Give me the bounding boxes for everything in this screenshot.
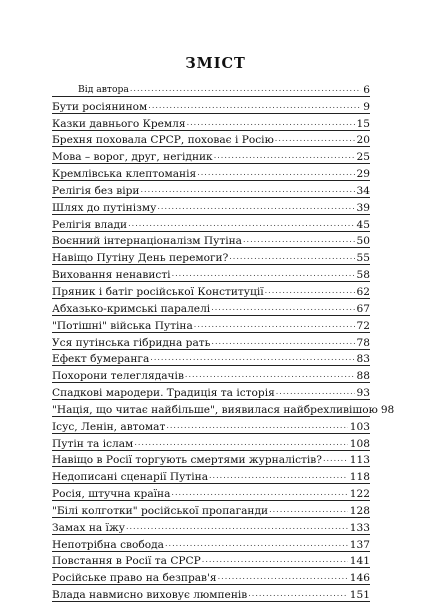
toc-entry: [52, 568, 370, 585]
toc-entry: [52, 484, 370, 501]
toc-entry-title: Кремлівська клептоманія: [52, 168, 197, 181]
toc-entry-page-number: 122: [349, 488, 370, 501]
toc-entry-page-number: 128: [349, 504, 370, 517]
toc-entry-page-number: 118: [349, 471, 370, 484]
toc-entry-page-number: 151: [349, 589, 370, 602]
table-of-contents: [52, 80, 395, 602]
toc-entry-title: Брехня поховала СРСР, поховає і Росію: [52, 134, 274, 147]
dot-leader: [269, 504, 348, 517]
dot-leader: [229, 251, 354, 264]
dot-leader: [275, 133, 355, 146]
toc-entry-title: Непотрібна свобода: [52, 538, 164, 551]
toc-entry-page-number: 45: [356, 218, 370, 231]
dot-leader: [248, 588, 348, 601]
toc-entry-page-number: 108: [349, 437, 370, 450]
dot-leader: [211, 336, 354, 349]
dot-leader: [243, 234, 355, 247]
toc-entry-page-number: 20: [356, 134, 370, 147]
toc-entry: [52, 147, 370, 164]
toc-entry: [52, 366, 370, 383]
toc-entry-title: Релігія влади: [52, 218, 128, 231]
toc-entry: [52, 451, 370, 468]
toc-entry-page-number: 72: [356, 319, 370, 332]
dot-leader: [166, 420, 347, 433]
toc-entry-title: Путін та іслам: [52, 437, 134, 450]
dot-leader: [214, 150, 355, 163]
toc-entry: [52, 552, 370, 569]
dot-leader: [218, 571, 348, 584]
toc-entry: [52, 80, 370, 97]
toc-entry-page-number: 62: [356, 285, 370, 298]
toc-entry-page-number: 103: [349, 420, 370, 433]
toc-entry: [52, 265, 370, 282]
dot-leader: [172, 268, 355, 281]
toc-entry-page-number: 113: [349, 454, 370, 467]
dot-leader: [165, 538, 348, 551]
toc-entry-title: Навіщо в Росії торгують смертями журналістів?: [52, 454, 322, 467]
toc-entry-page-number: 15: [356, 117, 370, 130]
toc-entry: [52, 333, 370, 350]
toc-entry-title: Ісус, Ленін, автомат: [52, 420, 166, 433]
dot-leader: [148, 100, 361, 113]
dot-leader: [134, 437, 347, 450]
dot-leader: [265, 285, 355, 298]
dot-leader: [187, 117, 355, 130]
toc-entry: [52, 114, 370, 131]
toc-entry-title: Росія, штучна країна: [52, 488, 171, 501]
toc-entry: [52, 232, 370, 249]
dot-leader: [185, 369, 355, 382]
toc-entry: [52, 518, 370, 535]
toc-entry-page-number: 98: [380, 403, 395, 416]
toc-entry: [52, 350, 370, 367]
dot-leader: [126, 521, 348, 534]
toc-entry-title: Влада навмисно виховує люмпенів: [52, 589, 248, 602]
toc-entry: [52, 316, 370, 333]
toc-entry: [52, 467, 370, 484]
toc-entry-page-number: 58: [356, 269, 370, 282]
toc-entry: [52, 299, 370, 316]
toc-entry-page-number: 93: [356, 387, 370, 400]
toc-entry-title: Виховання ненависті: [52, 269, 171, 282]
toc-entry-page-number: 6: [363, 83, 370, 96]
toc-entry-title: Похорони телеглядачів: [52, 370, 184, 383]
dot-leader: [130, 83, 361, 96]
toc-entry-title: Ефект бумеранга: [52, 353, 150, 366]
toc-entry-title: Воєнний інтернаціоналізм Путіна: [52, 235, 242, 248]
toc-entry: [52, 400, 395, 417]
dot-leader: [209, 470, 348, 483]
dot-leader: [171, 487, 347, 500]
toc-entry-title: Бути росіянином: [52, 100, 148, 113]
toc-entry-page-number: 146: [349, 572, 370, 585]
toc-entry-page-number: 39: [356, 201, 370, 214]
toc-entry-page-number: 9: [363, 100, 370, 113]
toc-entry-title: Російське право на безправ'я: [52, 572, 217, 585]
toc-entry-page-number: 29: [356, 168, 370, 181]
toc-entry: [52, 535, 370, 552]
toc-entry-title: Спадкові мародери. Традиція та історія: [52, 387, 275, 400]
toc-entry-title: "Потішні" війська Путіна: [52, 319, 193, 332]
toc-entry-title: Недописані сценарії Путіна: [52, 471, 209, 484]
toc-entry-page-number: 78: [356, 336, 370, 349]
toc-entry-title: Абхазько-кримські паралелі: [52, 302, 211, 315]
toc-entry-page-number: 83: [356, 353, 370, 366]
toc-entry-title: Пряник і батіг російської Конституції: [52, 285, 264, 298]
toc-entry-title: Релігія без віри: [52, 184, 140, 197]
toc-entry: [52, 383, 370, 400]
dot-leader: [276, 386, 355, 399]
toc-entry: [52, 434, 370, 451]
toc-entry: [52, 164, 370, 181]
toc-entry: [52, 181, 370, 198]
toc-entry-page-number: 133: [349, 521, 370, 534]
toc-entry-title: Замах на їжу: [52, 521, 125, 534]
toc-entry: [52, 417, 370, 434]
toc-entry-page-number: 50: [356, 235, 370, 248]
toc-entry-title: Від автора: [78, 83, 129, 95]
toc-entry: [52, 131, 370, 148]
toc-entry-title: Шлях до путінізму: [52, 201, 157, 214]
toc-entry-page-number: 141: [349, 555, 370, 568]
dot-leader: [128, 218, 354, 231]
toc-entry: [52, 501, 370, 518]
toc-entry: [52, 97, 370, 114]
contents-heading: ЗМІСТ: [185, 55, 246, 72]
toc-entry-title: Мова – ворог, друг, негідник: [52, 151, 213, 164]
dot-leader: [202, 554, 348, 567]
toc-entry: [52, 248, 370, 265]
toc-entry-title: Казки давнього Кремля: [52, 117, 186, 130]
dot-leader: [211, 302, 354, 315]
dot-leader: [141, 184, 355, 197]
toc-entry-title: Повстання в Росії та СРСР: [52, 555, 201, 568]
toc-entry: [52, 215, 370, 232]
toc-entry-title: "Нація, що читає найбільше", виявилася найбрехливішою: [52, 403, 378, 416]
toc-entry-title: Навіщо Путіну День перемоги?: [52, 252, 229, 265]
toc-entry-page-number: 137: [349, 538, 370, 551]
toc-entry-page-number: 25: [356, 151, 370, 164]
toc-entry: [52, 198, 370, 215]
toc-entry-page-number: 67: [356, 302, 370, 315]
toc-entry: [52, 282, 370, 299]
toc-entry-page-number: 88: [356, 370, 370, 383]
toc-entry-title: Уся путінська гібридна рать: [52, 336, 211, 349]
toc-entry-title: "Білі колготки" російської пропаганди: [52, 504, 269, 517]
dot-leader: [150, 352, 354, 365]
dot-leader: [157, 201, 354, 214]
dot-leader: [197, 167, 354, 180]
dot-leader: [323, 453, 348, 466]
toc-entry-page-number: 34: [356, 184, 370, 197]
toc-entry: [52, 585, 370, 602]
dot-leader: [194, 319, 355, 332]
toc-entry-page-number: 55: [356, 252, 370, 265]
